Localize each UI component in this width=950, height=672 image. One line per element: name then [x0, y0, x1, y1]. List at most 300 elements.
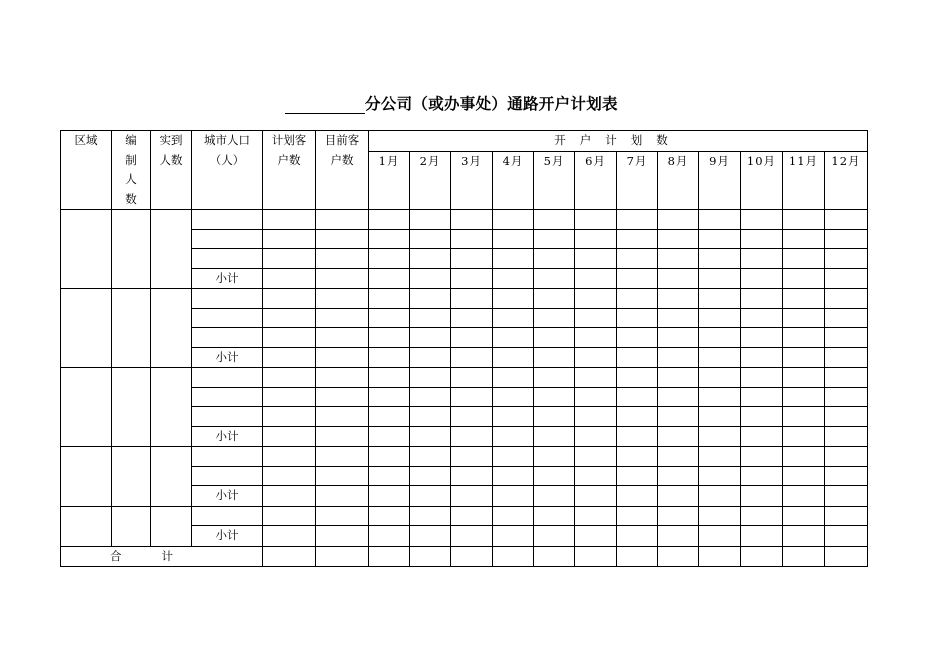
table-cell[interactable]	[534, 210, 575, 230]
table-cell[interactable]	[658, 447, 699, 467]
table-cell[interactable]	[369, 347, 410, 368]
table-cell[interactable]	[493, 546, 534, 567]
table-cell[interactable]	[451, 447, 493, 467]
table-cell[interactable]	[410, 368, 451, 388]
table-cell[interactable]	[741, 229, 783, 249]
table-cell[interactable]	[369, 249, 410, 269]
table-cell[interactable]	[741, 426, 783, 447]
table-cell[interactable]	[783, 526, 825, 547]
table-cell[interactable]	[617, 268, 658, 289]
table-cell[interactable]	[534, 308, 575, 328]
table-cell[interactable]	[575, 447, 617, 467]
table-cell[interactable]	[825, 387, 868, 407]
staffing-cell[interactable]	[112, 289, 151, 368]
table-cell[interactable]	[699, 368, 741, 388]
table-cell[interactable]	[741, 249, 783, 269]
table-cell[interactable]	[369, 526, 410, 547]
table-cell[interactable]	[369, 368, 410, 388]
city-population-cell[interactable]	[192, 210, 263, 230]
table-cell[interactable]	[658, 486, 699, 507]
table-cell[interactable]	[493, 368, 534, 388]
table-cell[interactable]	[451, 387, 493, 407]
table-cell[interactable]	[617, 447, 658, 467]
table-cell[interactable]	[493, 229, 534, 249]
table-cell[interactable]	[263, 210, 316, 230]
table-cell[interactable]	[410, 229, 451, 249]
table-cell[interactable]	[575, 526, 617, 547]
header-month-9: 9月	[699, 152, 741, 210]
table-cell[interactable]	[575, 368, 617, 388]
table-cell[interactable]	[658, 368, 699, 388]
table-cell[interactable]	[699, 526, 741, 547]
table-cell[interactable]	[575, 308, 617, 328]
table-cell[interactable]	[410, 447, 451, 467]
table-cell[interactable]	[263, 347, 316, 368]
city-population-cell[interactable]	[192, 249, 263, 269]
table-cell[interactable]	[451, 289, 493, 309]
table-cell[interactable]	[451, 268, 493, 289]
table-cell[interactable]	[263, 229, 316, 249]
city-population-cell[interactable]	[192, 368, 263, 388]
table-cell[interactable]	[451, 308, 493, 328]
table-cell[interactable]	[783, 289, 825, 309]
header-month-8: 8月	[658, 152, 699, 210]
table-cell[interactable]	[741, 347, 783, 368]
header-month-1: 1月	[369, 152, 410, 210]
table-cell[interactable]	[493, 387, 534, 407]
table-cell[interactable]	[699, 210, 741, 230]
table-cell[interactable]	[534, 229, 575, 249]
table-cell[interactable]	[369, 289, 410, 309]
table-cell[interactable]	[369, 387, 410, 407]
table-cell[interactable]	[451, 229, 493, 249]
table-cell[interactable]	[741, 268, 783, 289]
table-cell[interactable]	[451, 368, 493, 388]
table-cell[interactable]	[741, 308, 783, 328]
table-cell[interactable]	[741, 526, 783, 547]
table-cell[interactable]	[316, 466, 369, 486]
table-cell[interactable]	[658, 289, 699, 309]
table-cell[interactable]	[617, 368, 658, 388]
table-cell[interactable]	[451, 426, 493, 447]
table-cell[interactable]	[410, 328, 451, 348]
table-cell[interactable]	[658, 466, 699, 486]
table-cell[interactable]	[534, 387, 575, 407]
table-cell[interactable]	[699, 229, 741, 249]
region-cell[interactable]	[61, 289, 112, 368]
city-population-cell[interactable]	[192, 447, 263, 467]
table-cell[interactable]	[617, 347, 658, 368]
table-cell[interactable]	[658, 210, 699, 230]
table-cell[interactable]	[741, 368, 783, 388]
table-cell[interactable]	[825, 546, 868, 567]
table-cell[interactable]	[369, 210, 410, 230]
table-cell[interactable]	[825, 289, 868, 309]
table-cell[interactable]	[410, 466, 451, 486]
table-cell[interactable]	[741, 447, 783, 467]
staffing-cell[interactable]	[112, 368, 151, 447]
table-cell[interactable]	[410, 387, 451, 407]
region-cell[interactable]	[61, 210, 112, 289]
header-month-3: 3月	[451, 152, 493, 210]
table-cell[interactable]	[658, 347, 699, 368]
table-cell[interactable]	[825, 308, 868, 328]
city-population-cell[interactable]	[192, 229, 263, 249]
table-cell[interactable]	[451, 249, 493, 269]
table-cell[interactable]	[741, 486, 783, 507]
table-cell[interactable]	[575, 347, 617, 368]
table-cell[interactable]	[534, 407, 575, 427]
table-cell[interactable]	[741, 328, 783, 348]
table-cell[interactable]	[825, 229, 868, 249]
table-cell[interactable]	[783, 308, 825, 328]
table-cell[interactable]	[493, 210, 534, 230]
table-cell[interactable]	[658, 387, 699, 407]
table-cell[interactable]	[263, 308, 316, 328]
table-cell[interactable]	[617, 229, 658, 249]
table-cell[interactable]	[741, 546, 783, 567]
table-cell[interactable]	[493, 249, 534, 269]
table-cell[interactable]	[658, 526, 699, 547]
table-cell[interactable]	[316, 308, 369, 328]
header-account-plan-group: 开户计划数	[369, 131, 868, 152]
table-cell[interactable]	[493, 447, 534, 467]
table-cell[interactable]	[493, 347, 534, 368]
table-cell[interactable]	[825, 268, 868, 289]
table-cell[interactable]	[263, 546, 316, 567]
table-cell[interactable]	[451, 210, 493, 230]
table-cell[interactable]	[263, 447, 316, 467]
table-cell[interactable]	[493, 486, 534, 507]
table-cell[interactable]	[451, 486, 493, 507]
table-cell[interactable]	[263, 526, 316, 547]
table-cell[interactable]	[316, 486, 369, 507]
table-cell[interactable]	[825, 368, 868, 388]
table-cell[interactable]	[493, 506, 534, 526]
table-cell[interactable]	[316, 506, 369, 526]
table-cell[interactable]	[410, 289, 451, 309]
table-cell[interactable]	[617, 249, 658, 269]
table-cell[interactable]	[575, 387, 617, 407]
table-row	[61, 506, 868, 526]
city-population-cell[interactable]	[192, 387, 263, 407]
table-cell[interactable]	[825, 347, 868, 368]
table-cell[interactable]	[493, 328, 534, 348]
table-cell[interactable]	[783, 210, 825, 230]
city-population-cell[interactable]	[192, 308, 263, 328]
table-cell[interactable]	[316, 426, 369, 447]
table-cell[interactable]	[369, 229, 410, 249]
table-cell[interactable]	[316, 268, 369, 289]
header-planned-accounts: 计划客 户数	[263, 131, 316, 210]
table-row	[61, 210, 868, 230]
table-cell[interactable]	[410, 486, 451, 507]
table-cell[interactable]	[575, 466, 617, 486]
table-cell[interactable]	[575, 426, 617, 447]
table-cell[interactable]	[369, 426, 410, 447]
table-cell[interactable]	[263, 387, 316, 407]
table-cell[interactable]	[316, 447, 369, 467]
table-cell[interactable]	[575, 268, 617, 289]
header-month-7: 7月	[617, 152, 658, 210]
table-cell[interactable]	[575, 506, 617, 526]
table-cell[interactable]	[575, 289, 617, 309]
table-cell[interactable]	[575, 486, 617, 507]
table-cell[interactable]	[410, 268, 451, 289]
table-cell[interactable]	[658, 426, 699, 447]
table-cell[interactable]	[783, 447, 825, 467]
table-cell[interactable]	[575, 546, 617, 567]
table-cell[interactable]	[575, 328, 617, 348]
table-cell[interactable]	[699, 268, 741, 289]
table-cell[interactable]	[617, 387, 658, 407]
table-cell[interactable]	[699, 249, 741, 269]
table-cell[interactable]	[493, 268, 534, 289]
header-city-population: 城市人口 （人）	[192, 131, 263, 210]
table-cell[interactable]	[534, 328, 575, 348]
table-cell[interactable]	[534, 347, 575, 368]
subtotal-label: 小计	[192, 426, 263, 447]
table-cell[interactable]	[410, 426, 451, 447]
table-cell[interactable]	[316, 368, 369, 388]
table-cell[interactable]	[410, 210, 451, 230]
table-cell[interactable]	[783, 506, 825, 526]
table-cell[interactable]	[316, 407, 369, 427]
table-cell[interactable]	[825, 210, 868, 230]
table-cell[interactable]	[369, 486, 410, 507]
table-cell[interactable]	[699, 347, 741, 368]
table-cell[interactable]	[534, 368, 575, 388]
table-cell[interactable]	[658, 407, 699, 427]
actual-staff-cell[interactable]	[151, 506, 192, 546]
page-title: 分公司（或办事处）通路开户计划表	[365, 95, 618, 113]
header-month-12: 12月	[825, 152, 868, 210]
subtotal-label: 小计	[192, 526, 263, 547]
table-cell[interactable]	[316, 546, 369, 567]
region-cell[interactable]	[61, 506, 112, 546]
table-cell[interactable]	[263, 486, 316, 507]
table-cell[interactable]	[316, 526, 369, 547]
table-cell[interactable]	[493, 289, 534, 309]
table-cell[interactable]	[410, 249, 451, 269]
table-cell[interactable]	[783, 387, 825, 407]
table-cell[interactable]	[617, 328, 658, 348]
staffing-cell[interactable]	[112, 506, 151, 546]
table-cell[interactable]	[783, 229, 825, 249]
table-cell[interactable]	[316, 229, 369, 249]
table-cell[interactable]	[825, 447, 868, 467]
region-cell[interactable]	[61, 368, 112, 447]
staffing-cell[interactable]	[112, 447, 151, 507]
city-population-cell[interactable]	[192, 289, 263, 309]
table-cell[interactable]	[369, 506, 410, 526]
table-cell[interactable]	[451, 328, 493, 348]
table-cell[interactable]	[783, 249, 825, 269]
table-cell[interactable]	[263, 268, 316, 289]
total-label: 合计	[61, 546, 263, 567]
region-cell[interactable]	[61, 447, 112, 507]
city-population-cell[interactable]	[192, 506, 263, 526]
table-cell[interactable]	[783, 426, 825, 447]
table-cell[interactable]	[369, 546, 410, 567]
table-cell[interactable]	[699, 289, 741, 309]
table-cell[interactable]	[783, 466, 825, 486]
table-cell[interactable]	[825, 426, 868, 447]
table-cell[interactable]	[658, 546, 699, 567]
table-cell[interactable]	[783, 368, 825, 388]
table-cell[interactable]	[534, 466, 575, 486]
table-cell[interactable]	[534, 249, 575, 269]
table-cell[interactable]	[575, 210, 617, 230]
header-month-11: 11月	[783, 152, 825, 210]
city-population-cell[interactable]	[192, 466, 263, 486]
table-cell[interactable]	[741, 387, 783, 407]
table-cell[interactable]	[617, 486, 658, 507]
table-cell[interactable]	[263, 506, 316, 526]
table-cell[interactable]	[741, 466, 783, 486]
table-cell[interactable]	[658, 268, 699, 289]
table-cell[interactable]	[699, 447, 741, 467]
table-cell[interactable]	[451, 407, 493, 427]
table-cell[interactable]	[316, 249, 369, 269]
table-cell[interactable]	[534, 447, 575, 467]
table-cell[interactable]	[263, 407, 316, 427]
actual-staff-cell[interactable]	[151, 210, 192, 289]
city-population-cell[interactable]	[192, 328, 263, 348]
city-population-cell[interactable]	[192, 407, 263, 427]
table-cell[interactable]	[825, 466, 868, 486]
header-actual-staff: 实到 人数	[151, 131, 192, 210]
company-name-blank	[285, 95, 365, 114]
table-cell[interactable]	[316, 210, 369, 230]
table-cell[interactable]	[699, 486, 741, 507]
table-cell[interactable]	[493, 426, 534, 447]
table-cell[interactable]	[493, 526, 534, 547]
table-cell[interactable]	[263, 249, 316, 269]
table-cell[interactable]	[369, 308, 410, 328]
table-cell[interactable]	[451, 546, 493, 567]
table-cell[interactable]	[617, 466, 658, 486]
table-cell[interactable]	[410, 347, 451, 368]
table-cell[interactable]	[783, 328, 825, 348]
table-cell[interactable]	[534, 506, 575, 526]
table-cell[interactable]	[741, 210, 783, 230]
table-cell[interactable]	[410, 407, 451, 427]
table-cell[interactable]	[263, 426, 316, 447]
table-cell[interactable]	[316, 347, 369, 368]
table-cell[interactable]	[451, 347, 493, 368]
table-cell[interactable]	[451, 526, 493, 547]
table-cell[interactable]	[741, 407, 783, 427]
table-cell[interactable]	[263, 466, 316, 486]
table-cell[interactable]	[534, 268, 575, 289]
table-cell[interactable]	[534, 526, 575, 547]
table-cell[interactable]	[575, 229, 617, 249]
table-cell[interactable]	[783, 407, 825, 427]
actual-staff-cell[interactable]	[151, 368, 192, 447]
table-cell[interactable]	[263, 368, 316, 388]
table-cell[interactable]	[369, 268, 410, 289]
table-cell[interactable]	[617, 426, 658, 447]
table-cell[interactable]	[410, 308, 451, 328]
table-cell[interactable]	[410, 526, 451, 547]
table-cell[interactable]	[575, 249, 617, 269]
actual-staff-cell[interactable]	[151, 447, 192, 507]
table-cell[interactable]	[783, 268, 825, 289]
table-cell[interactable]	[699, 426, 741, 447]
table-cell[interactable]	[783, 486, 825, 507]
table-cell[interactable]	[825, 506, 868, 526]
table-cell[interactable]	[316, 289, 369, 309]
table-cell[interactable]	[369, 328, 410, 348]
table-cell[interactable]	[617, 546, 658, 567]
table-cell[interactable]	[825, 486, 868, 507]
table-cell[interactable]	[699, 308, 741, 328]
table-cell[interactable]	[617, 526, 658, 547]
table-cell[interactable]	[699, 466, 741, 486]
table-cell[interactable]	[825, 407, 868, 427]
table-cell[interactable]	[493, 308, 534, 328]
table-cell[interactable]	[617, 289, 658, 309]
table-cell[interactable]	[369, 447, 410, 467]
table-cell[interactable]	[316, 387, 369, 407]
staffing-cell[interactable]	[112, 210, 151, 289]
table-cell[interactable]	[410, 506, 451, 526]
table-cell[interactable]	[699, 407, 741, 427]
table-cell[interactable]	[783, 546, 825, 567]
table-cell[interactable]	[369, 466, 410, 486]
table-cell[interactable]	[825, 249, 868, 269]
table-cell[interactable]	[617, 308, 658, 328]
table-cell[interactable]	[493, 407, 534, 427]
table-cell[interactable]	[534, 289, 575, 309]
table-cell[interactable]	[617, 407, 658, 427]
table-cell[interactable]	[263, 289, 316, 309]
table-cell[interactable]	[658, 249, 699, 269]
table-cell[interactable]	[699, 546, 741, 567]
table-cell[interactable]	[658, 229, 699, 249]
table-cell[interactable]	[825, 328, 868, 348]
table-cell[interactable]	[825, 526, 868, 547]
table-cell[interactable]	[451, 506, 493, 526]
actual-staff-cell[interactable]	[151, 289, 192, 368]
table-cell[interactable]	[658, 328, 699, 348]
table-cell[interactable]	[617, 506, 658, 526]
table-cell[interactable]	[316, 328, 369, 348]
table-cell[interactable]	[617, 210, 658, 230]
table-cell[interactable]	[783, 347, 825, 368]
table-cell[interactable]	[699, 387, 741, 407]
table-cell[interactable]	[575, 407, 617, 427]
table-cell[interactable]	[658, 308, 699, 328]
table-cell[interactable]	[741, 506, 783, 526]
table-cell[interactable]	[534, 546, 575, 567]
table-cell[interactable]	[658, 506, 699, 526]
table-cell[interactable]	[534, 486, 575, 507]
table-cell[interactable]	[493, 466, 534, 486]
subtotal-label: 小计	[192, 268, 263, 289]
table-cell[interactable]	[699, 328, 741, 348]
table-cell[interactable]	[534, 426, 575, 447]
table-cell[interactable]	[451, 466, 493, 486]
account-plan-table	[60, 130, 868, 567]
table-row	[61, 447, 868, 467]
table-cell[interactable]	[699, 506, 741, 526]
table-cell[interactable]	[741, 289, 783, 309]
table-cell[interactable]	[410, 546, 451, 567]
table-cell[interactable]	[263, 328, 316, 348]
table-cell[interactable]	[369, 407, 410, 427]
